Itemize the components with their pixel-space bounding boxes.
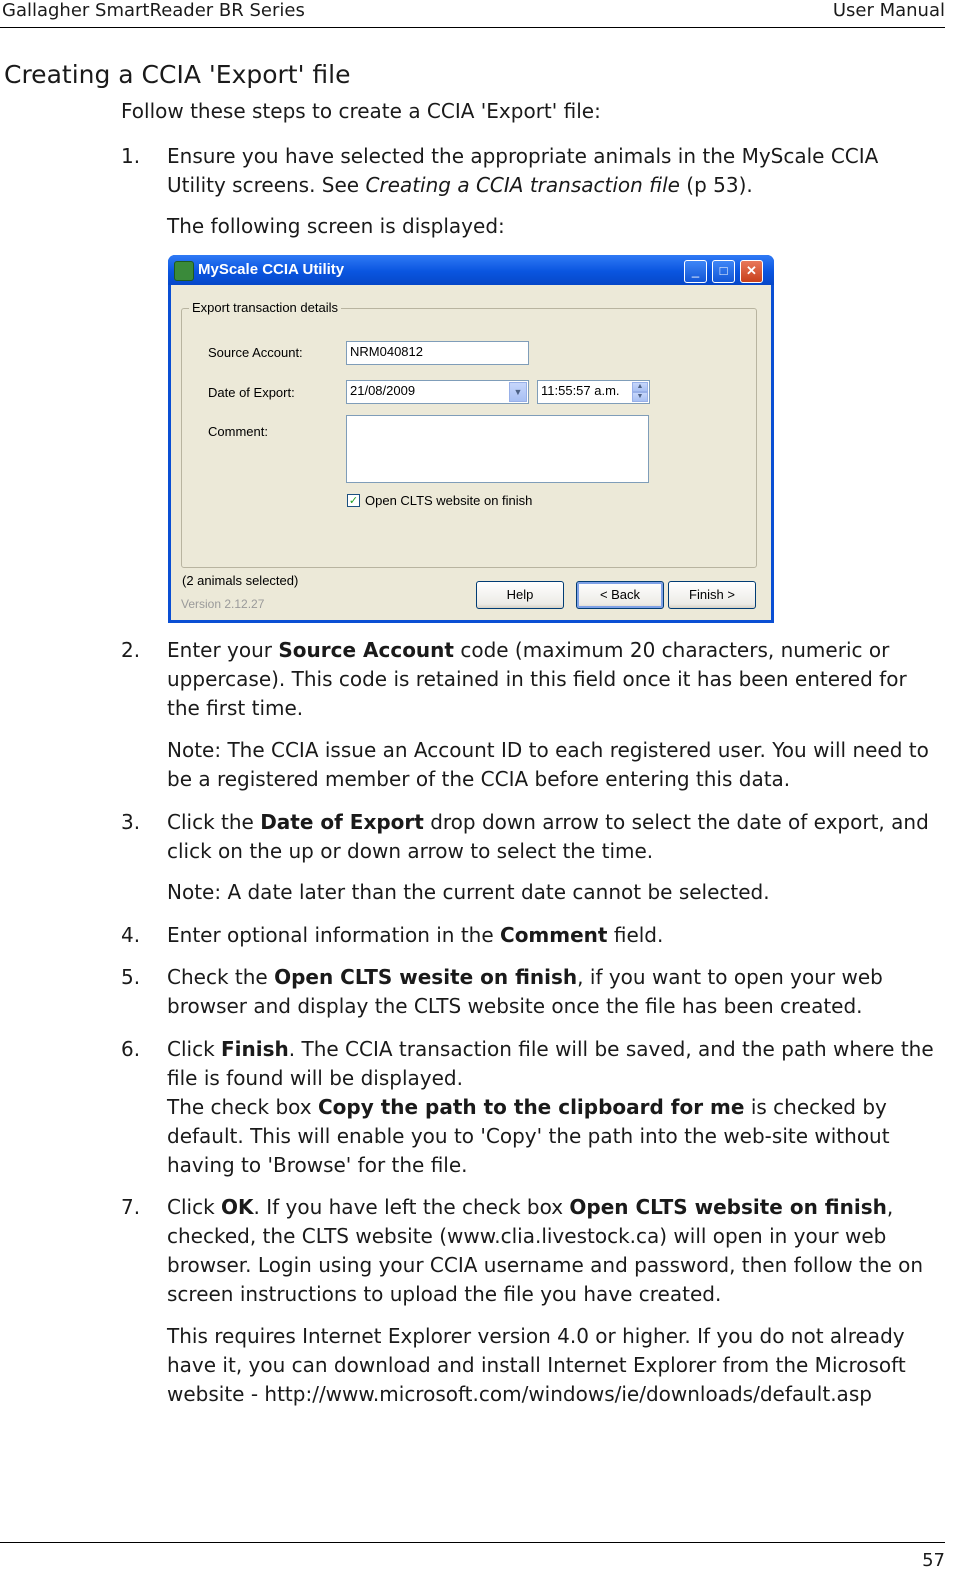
back-button[interactable]: < Back: [576, 581, 664, 609]
step-text-part: Enter optional information in the: [167, 923, 501, 947]
cross-reference-link[interactable]: Creating a CCIA transaction file: [365, 173, 680, 197]
ui-term: Source Account: [278, 638, 454, 662]
step-text-part: . The CCIA transaction file will be saved, and the path where the file is found will be displayed.: [167, 1037, 934, 1090]
footer-rule: [0, 1542, 945, 1543]
open-clts-label: Open CLTS website on finish: [365, 493, 533, 508]
step-text: [167, 963, 942, 1021]
time-value: 11:55:57 a.m.: [541, 383, 620, 398]
animals-selected-text: (2 animals selected): [182, 573, 299, 588]
step-text-part: Ensure you have selected the appropriate animals in the MyScale CCIA Utility screens. See: [167, 144, 879, 197]
window-title: MyScale CCIA Utility: [198, 261, 345, 278]
header-manual: User Manual: [832, 0, 945, 21]
step-text-part: Check the: [167, 965, 275, 989]
step-number: 4.: [121, 923, 141, 947]
comment-textarea[interactable]: [346, 415, 649, 483]
step-text-part: The check box: [167, 1095, 318, 1119]
page-header: [0, 0, 945, 28]
step-text-part: . If you have left the check box: [253, 1195, 570, 1219]
step-text-part: (p 53).: [679, 173, 753, 197]
step-3-note: [167, 878, 942, 907]
section-title: Creating a CCIA 'Export' file: [4, 60, 351, 89]
header-product: Gallagher SmartReader BR Series: [2, 0, 305, 21]
step-text: [167, 808, 942, 866]
app-icon: [174, 261, 194, 281]
minimize-icon[interactable]: _: [684, 260, 707, 283]
window-client: [171, 285, 771, 620]
ui-term: Finish: [221, 1037, 289, 1061]
comment-label: Comment:: [208, 424, 268, 439]
step-text-part: Enter your: [167, 638, 279, 662]
ui-term: Open CLTS website on finish: [569, 1195, 887, 1219]
chevron-down-icon[interactable]: ▼: [509, 382, 527, 402]
step-text: [167, 921, 942, 950]
group-label: Export transaction details: [189, 300, 341, 315]
maximize-icon[interactable]: □: [712, 260, 735, 283]
step-text: [167, 1193, 942, 1309]
step-text-part: Click: [167, 1037, 222, 1061]
note-text: A date later than the current date cannot be selected.: [221, 880, 770, 904]
source-account-label: Source Account:: [208, 345, 303, 360]
note-text: The CCIA issue an Account ID to each registered user. You will need to be a registered member of the CCIA before entering this data.: [167, 738, 929, 791]
step-text-part: Click: [167, 1195, 222, 1219]
step-text-part: code (maximum 20 characters, numeric or uppercase). This code is retained in this field once it has been entered for the first time.: [167, 638, 907, 720]
step-text-part: , if you want to open your web browser and display the CLTS website once the file has been created.: [167, 965, 883, 1018]
step-2-note: [167, 736, 942, 794]
help-button[interactable]: Help: [476, 581, 564, 609]
ui-term: Date of Export: [260, 810, 424, 834]
time-spinner[interactable]: [537, 380, 650, 404]
spin-up-icon[interactable]: ▲: [632, 382, 648, 392]
myscale-window: [168, 255, 774, 623]
step-text: [167, 636, 942, 723]
version-text: Version 2.12.27: [181, 597, 265, 611]
step-7-requirements: This requires Internet Explorer version 4.0 or higher. If you do not already have it, you can download and install Internet Explorer from the Microsoft website - http://www.microsoft.com/windows/ie/downloads/default.asp: [167, 1324, 906, 1406]
source-account-input[interactable]: NRM040812: [346, 341, 529, 365]
date-value: 21/08/2009: [350, 383, 416, 398]
note-label: Note:: [167, 880, 222, 904]
step-number: 2.: [121, 638, 141, 662]
step-1-followup: The following screen is displayed:: [167, 214, 505, 238]
ui-term: OK: [221, 1195, 254, 1219]
intro-text: Follow these steps to create a CCIA 'Export' file:: [121, 99, 601, 123]
step-text-part: is checked by default. This will enable you to 'Copy' the path into the web-site without having to 'Browse' for the file.: [167, 1095, 890, 1177]
step-number: 7.: [121, 1195, 141, 1219]
page-number: 57: [922, 1550, 945, 1571]
ui-term: Copy the path to the clipboard for me: [317, 1095, 745, 1119]
date-of-export-label: Date of Export:: [208, 385, 295, 400]
step-number: 3.: [121, 810, 141, 834]
step-text-part: Click the: [167, 810, 261, 834]
spin-down-icon[interactable]: ▼: [632, 392, 648, 402]
step-text: [167, 1035, 942, 1180]
step-text-part: , checked, the CLTS website (www.clia.livestock.ca) will open in your web browser. Login using your CCIA username and password, then follow the on screen instructions to upload the file you have created.: [167, 1195, 924, 1306]
step-text-part: field.: [607, 923, 664, 947]
step-text-part: drop down arrow to select the date of export, and click on the up or down arrow to select the time.: [167, 810, 929, 863]
date-of-export-picker[interactable]: [346, 380, 529, 404]
note-label: Note:: [167, 738, 222, 762]
close-icon[interactable]: ✕: [740, 260, 763, 283]
step-number: 5.: [121, 965, 141, 989]
window-titlebar: [168, 255, 774, 285]
ui-term: Open CLTS wesite on finish: [274, 965, 578, 989]
step-number: 1.: [121, 144, 141, 168]
step-text: [167, 142, 942, 200]
open-clts-checkbox[interactable]: ✓: [348, 494, 359, 507]
finish-button[interactable]: Finish >: [668, 581, 756, 609]
step-number: 6.: [121, 1037, 141, 1061]
ui-term: Comment: [500, 923, 608, 947]
